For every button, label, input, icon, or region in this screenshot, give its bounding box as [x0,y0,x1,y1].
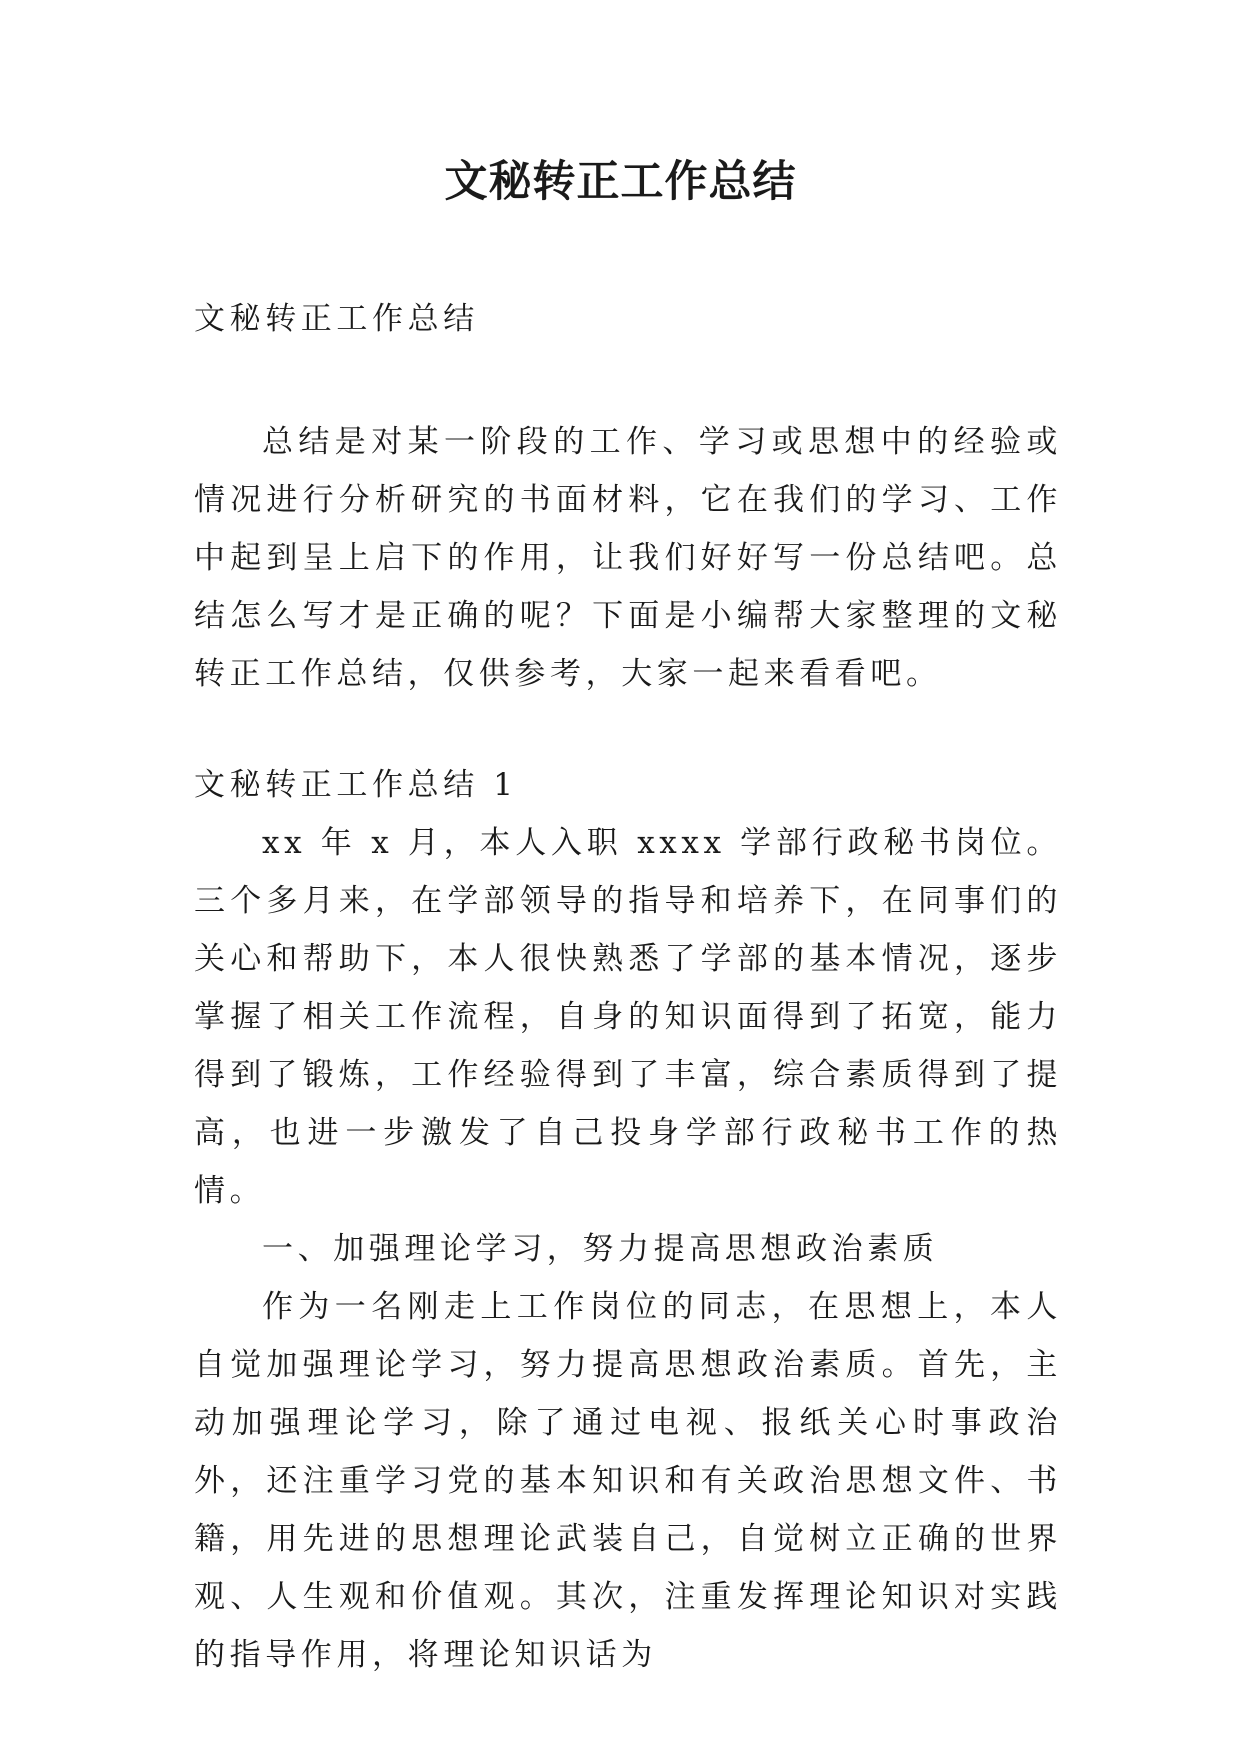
body-paragraph-1: xx 年 x 月，本人入职 xxxx 学部行政秘书岗位。三个多月来，在学部领导的指导和培养下，在同事们的关心和帮助下，本人很快熟悉了学部的基本情况，逐步掌握了相关工作流程，自身的知识面得到了拓宽，能力得到了锻炼，工作经验得到了丰富，综合素质得到了提高，也进一步激发了自己投身学部行政秘书工作的热情。 [194,825,1062,1209]
body-heading-1: 一、加强理论学习，努力提高思想政治素质 [262,1231,939,1267]
document-subtitle: 文秘转正工作总结 [194,301,479,337]
body-paragraph-2: 作为一名刚走上工作岗位的同志，在思想上，本人自觉加强理论学习，努力提高思想政治素质。首先，主动加强理论学习，除了通过电视、报纸关心时事政治外，还注重学习党的基本知识和有关政治思想文件、书籍，用先进的思想理论武装自己，自觉树立正确的世界观、人生观和价值观。其次，注重发挥理论知识对实践的指导作用，将理论知识话为 [194,1289,1062,1673]
section-title: 文秘转正工作总结 1 [194,767,518,803]
document-title: 文秘转正工作总结 [444,157,797,207]
intro-paragraph: 总结是对某一阶段的工作、学习或思想中的经验或情况进行分析研究的书面材料，它在我们的学习、工作中起到呈上启下的作用，让我们好好写一份总结吧。总结怎么写才是正确的呢？下面是小编帮大家整理的文秘转正工作总结，仅供参考，大家一起来看看吧。 [194,424,1062,692]
section-body [194,814,1062,1684]
